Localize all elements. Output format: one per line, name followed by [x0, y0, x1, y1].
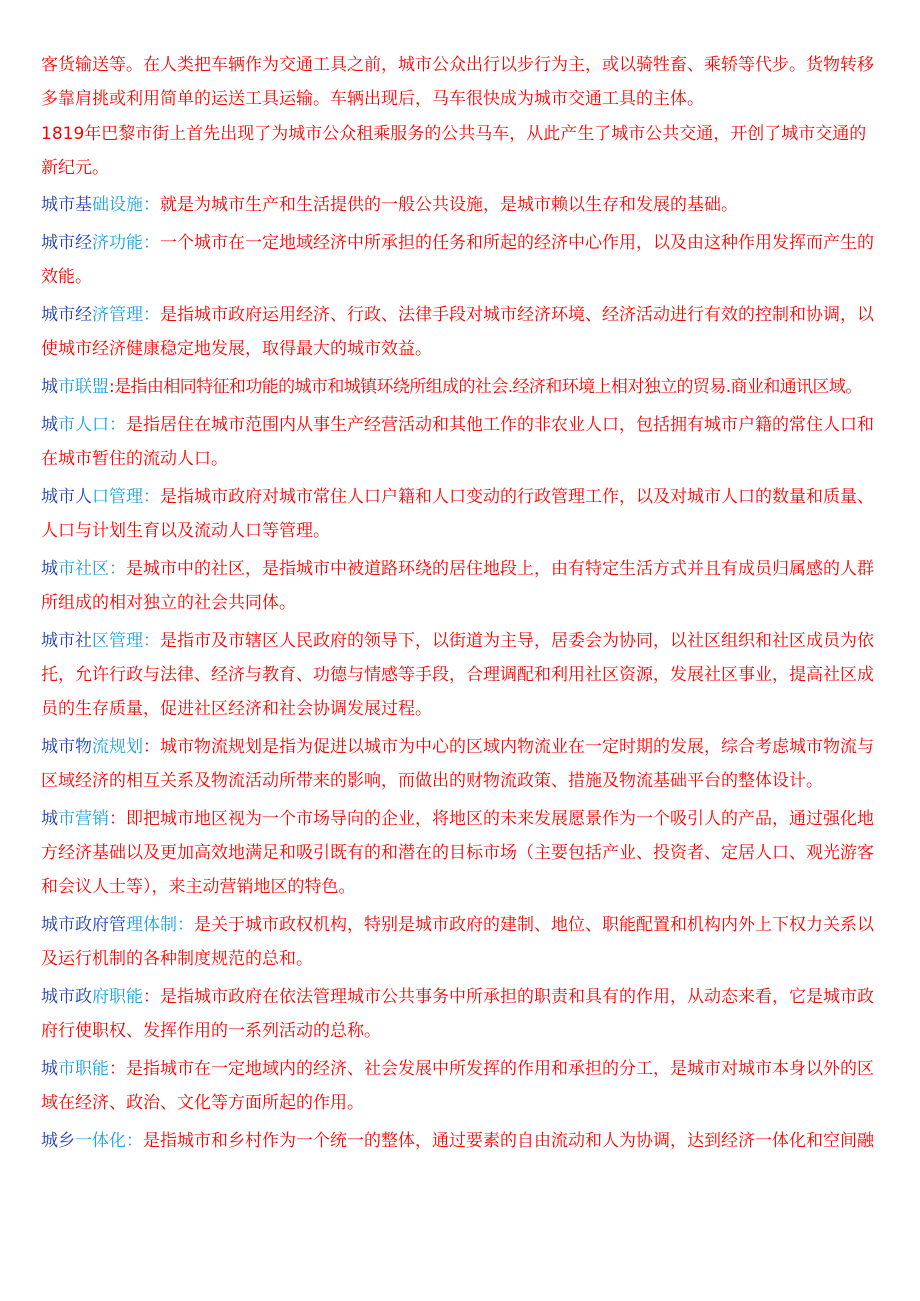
definition-text: 是城市中的社区，是指城市中被道路环绕的居住地段上，由有特定生活方式并且有成员归属感的人群所组成的相对独立的社会共同体。 [41, 559, 874, 613]
entry-economic-function [41, 226, 880, 294]
definition-text: ：城市物流规划是指为促进以城市为中心的区域内物流业在一定时期的发展，综合考虑城市物流与区域经济的相互关系及物流活动所带来的影响，而做出的财物流政策、措施及物流基础平台的整体设计。 [41, 737, 874, 791]
definition-text: ：是指城市政府在依法管理城市公共事务中所承担的职责和具有的作用，从动态来看，它是城市政府行使职权、发挥作用的一系列活动的总称。 [41, 987, 874, 1041]
entry-community-management [41, 624, 880, 726]
term-part-a: 城 [41, 809, 58, 829]
definition-text: 是关于城市政权机构，特别是城市政府的建制、地位、职能配置和机构内外上下权力关系以及运行机制的各种制度规范的总和。 [41, 915, 874, 969]
term-part-b: 济管理： [92, 305, 160, 325]
term-part-a: 城市政府管 [41, 915, 126, 935]
term-part-a: 城市社 [41, 631, 92, 651]
entry-economic-management [41, 298, 880, 366]
definition-text: 是指居住在城市范围内从事生产经营活动和其他工作的非农业人口，包括拥有城市户籍的常住人口和在城市暂住的流动人口。 [41, 415, 874, 469]
term-part-b: 理体制： [126, 915, 194, 935]
term-part-a: 城 [41, 559, 58, 579]
entry-government-function [41, 980, 880, 1048]
entry-population-management [41, 480, 880, 548]
definition-text: 是指城市政府运用经济、行政、法律手段对城市经济环境、经济活动进行有效的控制和协调，以使城市经济健康稳定地发展，取得最大的城市效益。 [41, 305, 874, 359]
term-part-a: 城市经 [41, 305, 92, 325]
entry-government-system [41, 908, 880, 976]
term-part-a: 城市经 [41, 233, 92, 253]
entry-urban-community [41, 552, 880, 620]
term-part-a: 城市物 [41, 737, 92, 757]
definition-text: 是指城市和乡村作为一个统一的整体，通过要素的自由流动和人为协调，达到经济一体化和空间融 [143, 1131, 874, 1151]
term-part-b: 市职能 [58, 1059, 109, 1079]
entry-logistics-planning [41, 730, 880, 798]
intro-paragraph-2: 1819年巴黎市街上首先出现了为城市公众租乘服务的公共马车，从此产生了城市公共交通，开创了城市交通的新纪元。 [41, 124, 867, 178]
definition-text: ：即把城市地区视为一个市场导向的企业，将地区的未来发展愿景作为一个吸引人的产品，通过强化地方经济基础以及更加高效地满足和吸引既有的和潜在的目标市场（主要包括产业、投资者、定居人口、观光游客和会议人士等），来主动营销地区的特色。 [41, 809, 874, 897]
definition-text: 就是为城市生产和生活提供的一般公共设施，是城市赖以生存和发展的基础。 [160, 195, 738, 215]
intro-paragraph-1: 客货输送等。在人类把车辆作为交通工具之前，城市公众出行以步行为主，或以骑牲畜、乘轿等代步。货物转移多靠肩挑或利用简单的运送工具运输。车辆出现后，马车很快成为城市交通工具的主体。 [41, 55, 874, 109]
entry-city-function [41, 1052, 880, 1120]
term-part-b: 济功能： [92, 233, 160, 253]
entry-urban-rural-integration [41, 1124, 880, 1158]
entry-infrastructure [41, 188, 880, 222]
term-part-b: 市联盟 [58, 377, 109, 397]
term-part-a: 城 [41, 377, 58, 397]
definition-text: :是指由相同特征和功能的城市和城镇环绕所组成的社会.经济和环境上相对独立的贸易.商业和通讯区域。 [109, 377, 862, 397]
term-part-a: 城市基 [41, 195, 92, 215]
term-part-b: 区管理： [92, 631, 160, 651]
term-part-a: 城乡 [41, 1131, 75, 1151]
entry-city-marketing [41, 802, 880, 904]
term-part-b: 口管理： [92, 487, 160, 507]
entry-city-alliance [41, 370, 880, 404]
definition-text: 一个城市在一定地域经济中所承担的任务和所起的经济中心作用，以及由这种作用发挥而产生的效能。 [41, 233, 874, 287]
definition-text: 是指市及市辖区人民政府的领导下，以街道为主导，居委会为协同，以社区组织和社区成员为依托，允许行政与法律、经济与教育、功德与情感等手段，合理调配和利用社区资源，发展社区事业，提高社区成员的生存质量，促进社区经济和社会协调发展过程。 [41, 631, 874, 719]
term-part-b: 一体化： [75, 1131, 143, 1151]
term-part-b: 市人口： [58, 415, 126, 435]
entry-urban-population [41, 408, 880, 476]
term-part-b: 市营销 [58, 809, 109, 829]
term-part-a: 城 [41, 415, 58, 435]
term-part-b: 府职能 [92, 987, 143, 1007]
term-part-b: 市社区： [58, 559, 126, 579]
term-part-b: 流规划 [92, 737, 143, 757]
term-part-a: 城市人 [41, 487, 92, 507]
definition-text: 是指城市政府对城市常住人口户籍和人口变动的行政管理工作，以及对城市人口的数量和质量、人口与计划生育以及流动人口等管理。 [41, 487, 874, 541]
term-part-a: 城 [41, 1059, 58, 1079]
definition-text: ：是指城市在一定地域内的经济、社会发展中所发挥的作用和承担的分工，是城市对城市本身以外的区域在经济、政治、文化等方面所起的作用。 [41, 1059, 874, 1113]
term-part-b: 础设施： [92, 195, 160, 215]
term-part-a: 城市政 [41, 987, 92, 1007]
